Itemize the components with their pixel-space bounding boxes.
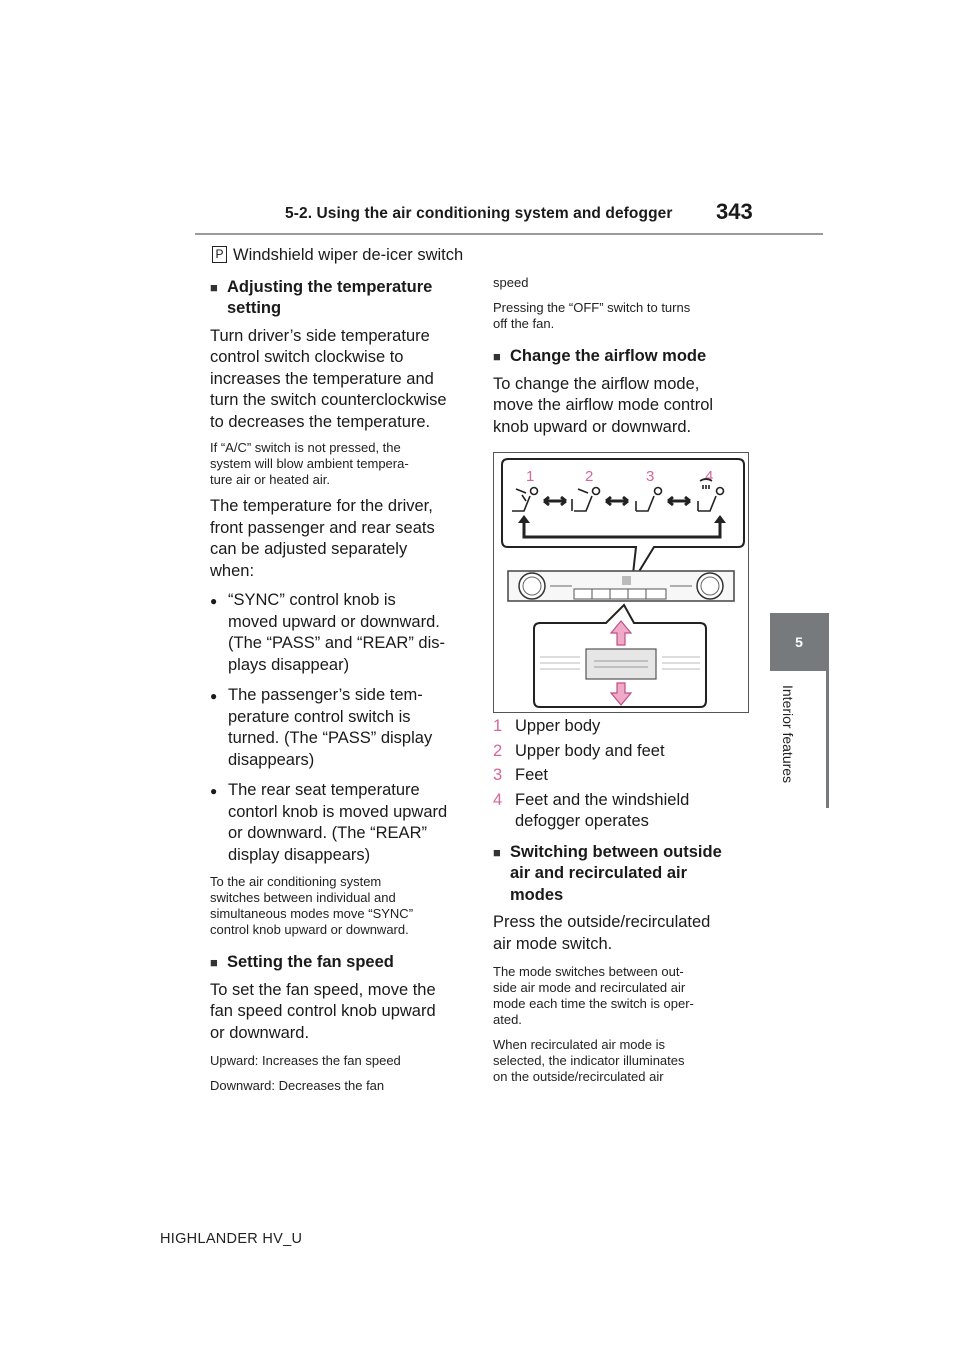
temperature-heading: ■ Adjusting the temperature setting [210, 277, 470, 320]
fan-note-down: Downward: Decreases the fan [210, 1078, 385, 1093]
marker-p-box: P [212, 246, 227, 263]
fan-heading: ■ Setting the fan speed [210, 952, 470, 974]
square-bullet-icon: ■ [210, 955, 218, 970]
airflow-body: To change the airflow mode, move the airflow mode control knob upward or downward. [493, 374, 714, 436]
airflow-diagram [494, 453, 748, 712]
intro-text: Windshield wiper de-icer switch [233, 246, 464, 264]
temperature-body-2: The temperature for the driver, front passenger and rear seats can be adjusted separately when: [210, 497, 435, 580]
mode-list-item: 4 Feet and the windshield defogger operates [493, 790, 690, 830]
recirc-note-2: When recirculated air mode is selected, the indicator illuminates on the outside/recirculated air [493, 1037, 685, 1084]
chapter-tab-label: Interior features [780, 685, 796, 784]
fan-off-note: Pressing the “OFF” switch to turns off the fan. [493, 300, 691, 331]
sync-note: To the air conditioning system switches between individual and simultaneous modes move “SYNC” control knob upward or downward. [210, 874, 414, 937]
fan-note-up: Upward: Increases the fan speed [210, 1053, 401, 1068]
mode-number: 2 [585, 468, 594, 485]
chapter-tab-number[interactable]: 5 [770, 613, 828, 671]
square-bullet-icon: ■ [493, 844, 501, 860]
bullet-item: ● “SYNC” control knob is moved upward or downward. (The “PASS” and “REAR” dis- plays disappear) [210, 590, 470, 676]
model-footer: HIGHLANDER HV_U [160, 1231, 303, 1247]
square-bullet-icon: ■ [210, 279, 218, 295]
bullet-item: ● The rear seat temperature contorl knob is moved upward or downward. (The “REAR” display disappears) [210, 780, 470, 866]
airflow-mode-figure [493, 452, 749, 713]
bullet-dot-icon: ● [210, 689, 218, 703]
bullet-item: ● The passenger’s side tem- perature control switch is turned. (The “PASS” display disappears) [210, 685, 470, 771]
square-bullet-icon: ■ [493, 349, 501, 364]
bullet-dot-icon: ● [210, 784, 218, 798]
fan-body: To set the fan speed, move the fan speed control knob upward or downward. [210, 980, 436, 1042]
chapter-tab-bar [826, 613, 829, 808]
fan-note-down-cont: speed [493, 275, 529, 290]
airflow-heading: ■ Change the airflow mode [493, 346, 753, 368]
temperature-body: Turn driver’s side temperature control switch clockwise to increases the temperature and turn the switch counterclockwise to decreases the temperature. [210, 326, 447, 431]
intro-line [212, 245, 470, 267]
recirc-body: Press the outside/recirculated air mode switch. [493, 913, 711, 953]
recirc-note: The mode switches between out- side air mode and recirculated air mode each time the switch is oper- ated. [493, 964, 694, 1027]
right-column-lower [493, 716, 753, 1085]
mode-number: 3 [646, 468, 655, 485]
mode-list-item: 1 Upper body [493, 717, 601, 735]
left-column [210, 245, 470, 1094]
mode-list-item: 3 Feet [493, 766, 549, 784]
mode-list-item: 2 Upper body and feet [493, 741, 665, 760]
mode-number: 4 [705, 468, 714, 485]
bullet-dot-icon: ● [210, 594, 218, 608]
mode-number: 1 [526, 468, 535, 485]
climate-control-panel [508, 571, 734, 601]
page-number: 343 [716, 199, 753, 224]
section-title: 5-2. Using the air conditioning system and defogger [285, 205, 673, 222]
right-column [493, 275, 753, 438]
temperature-note: If “A/C” switch is not pressed, the system will blow ambient tempera- ture air or heated air. [210, 440, 409, 487]
recirc-heading: ■ Switching between outside air and recirculated air modes [493, 842, 753, 907]
header-divider [195, 233, 823, 235]
